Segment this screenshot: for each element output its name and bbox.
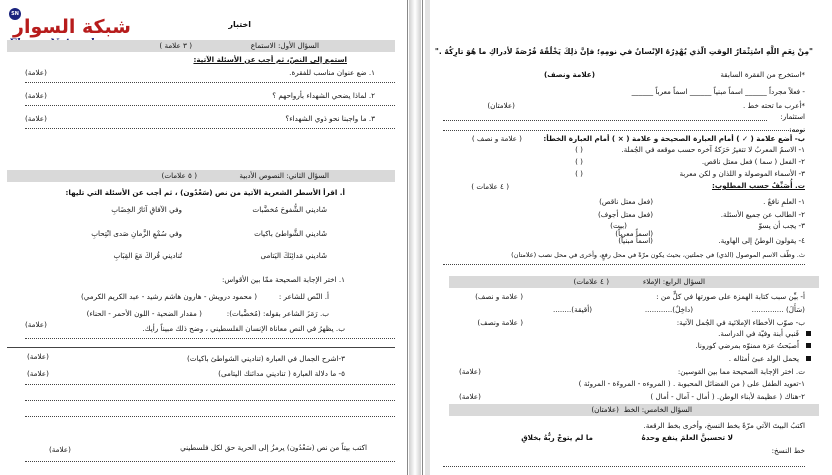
- answer-line: [25, 128, 395, 129]
- tf-blank-2[interactable]: ( ): [575, 157, 583, 166]
- q1-item-1: ١. ضع عنوان مناسب للفقرة.: [289, 68, 375, 77]
- answer-line: [25, 416, 395, 417]
- brand-badge: SN: [9, 8, 21, 20]
- verse-1-right: شَاديني الشُّفوحَ مُخضَّبات: [252, 205, 327, 214]
- choose-header: ت. اختر الإجابة الصحيحة مما بين القوسين:: [677, 367, 805, 376]
- q1-item-3: ٣. ما واجبنا نحو ذوي الشهداء؟: [285, 114, 375, 123]
- book-spine: [409, 0, 421, 475]
- correct-item-2: أَصبَحتُ عزة ممنوّه بمرضي كورونا.: [695, 341, 799, 350]
- choose-mark-2: (علامة): [459, 392, 481, 401]
- hamza-word-3: (أقيقة)........: [553, 305, 592, 314]
- classify-marks: ( ٤ علامات ): [471, 182, 509, 191]
- tf-header: ب- أضع علامة ( ✓ ) أمام العبارة الصحيحة و علامة ( × ) أمام العبارة الخطأ:: [543, 134, 805, 143]
- divider: [7, 347, 395, 348]
- noum-word: نومه:: [789, 125, 805, 134]
- q5-header: السؤال الخامس: الخط: [623, 405, 692, 414]
- answer-line: [443, 264, 805, 265]
- q2-mark-5: (علامة): [27, 369, 49, 378]
- q4-header: السؤال الرابع: الإملاء: [642, 277, 705, 286]
- answer-line: [25, 338, 395, 339]
- q1-header-bar: [7, 40, 395, 52]
- q5-verse-right: لا تحسبنَّ العلمَ ينفع وحدهُ: [641, 433, 733, 442]
- classify-answer-1: (فعل معتل ناقص): [599, 197, 653, 206]
- q5-line-label: خط النسخ:: [771, 446, 805, 455]
- classify-header: ت. أُصَنِّفُ حسب المطلوب:: [712, 181, 805, 190]
- q2-sub-instruction: ١. اختر الإجابة الصحيحة ممّا بين الأقواس:: [221, 275, 345, 284]
- q2-mark-3: (علامة): [27, 352, 49, 361]
- bullet: [806, 356, 811, 361]
- classify-item-1: ١- العلمِ نافعٌ .: [763, 197, 805, 206]
- q1-header: السؤال الأول: الاستماع: [250, 41, 319, 50]
- classify-answer-4: (اسماً مبنياً): [618, 236, 653, 245]
- extract-header: *استخرج من الفقرة السابقة: [720, 70, 805, 79]
- choice-b-options: ( مقدار الضحية - اللون الأحمر - الحناء): [86, 309, 202, 318]
- correct-item-1: فَنبي أبنة وفيّة في الدراسة.: [718, 329, 799, 338]
- q1-mark-2: (علامة): [25, 91, 47, 100]
- answer-line: [25, 400, 395, 401]
- answer-line: [25, 461, 395, 462]
- q5-verse-left: ما لم يتوجْ ربُّهُ بخلاقِ: [521, 433, 593, 442]
- answer-line: [443, 120, 767, 121]
- q4-header-bar: [449, 276, 819, 288]
- q2-marks: ( ٥ علامات): [161, 171, 197, 180]
- q5-instruction: اكتبُ البيتَ الآتي مرّةً بخط النسخ، وأخرى بخط الرقعة.: [643, 421, 805, 430]
- verse-3-right: شَاديني مَدائِنَكَ اليَتامى: [260, 251, 327, 260]
- q1-marks: ( ٣ علامة ): [159, 41, 192, 50]
- q4-marks: ( ٤ علامات): [573, 277, 609, 286]
- classify-answer-3b: (اسماً معرباً): [615, 229, 653, 238]
- correct-header: ب- صوّب الأخطاء الإملائية في الجُمل الآتية:: [676, 318, 805, 327]
- classify-item-4: ٤- يقولون الوطنُ إلى الهاوية.: [718, 236, 805, 245]
- q1-item-2: ٢. لماذا يضحي الشهداء بأرواحهم ؟: [272, 91, 375, 100]
- extract-line: - فعلاً مجرداً ______ اسماً مبنياً ______ اسماً معرباً ______: [631, 87, 805, 96]
- hamza-word-1: (سَأَلَ) ..............: [751, 305, 805, 314]
- classify-answer-2: (فعل معتل أجوف): [597, 210, 653, 219]
- q1-mark-3: (علامة): [25, 114, 47, 123]
- q2-header: السؤال الثاني: النصوص الأدبية: [239, 171, 329, 180]
- verse-1-left: وفي الآفاقِ آثارُ الخِضَابِ: [111, 205, 182, 214]
- answer-line: [25, 82, 395, 83]
- choose-mark-1: (علامة): [459, 367, 481, 376]
- verse-2-right: شَاديني الشَّواطئ باكيات: [254, 229, 327, 238]
- quote: "مِنْ نِعَمِ اللَّهِ اسْتِثْمَارُ الوقتِ الّذي يُهْدِرُهُ الإنْسانُ في نومِهِ؛ فإنَّ ذلِكَ يَخْلُقُهُ فُرْصَةً لأدراكِ ما هُوَ تارِكُهُ .": [434, 47, 813, 56]
- q2-final: اكتب بيتاً من نص (سَعْدُون) يرمزُ إلى الحرية حق لكل فلسطيني: [180, 443, 367, 452]
- tf-marks: ( علامة و نصف ): [471, 134, 522, 143]
- parse-marks: (علامتان): [487, 101, 515, 110]
- exam-title: اختبار: [228, 20, 251, 29]
- answer-line: [443, 130, 805, 131]
- classify-item-2: ٢- الطالب عن جميع الأسئلة.: [720, 210, 805, 219]
- q2-mark-final: (علامة): [49, 445, 71, 454]
- tf-item-2: ٢- الفعل ( سما ) فعل معتل ناقص.: [701, 157, 805, 166]
- bullet: [806, 343, 811, 348]
- tf-blank-1[interactable]: ( ): [575, 145, 583, 154]
- q2-instruction: أ. اقرأ الأسطر الشعرية الآتية من نص (سَعْدُون) ، ثم أجب عن الأسئلة التي تليها:: [65, 188, 345, 197]
- extract-marks: (علامة ونصف): [543, 70, 595, 79]
- correct-item-3: يحمل الولد عبئ أمثاله .: [728, 354, 799, 363]
- parse-word: استثمار:: [780, 112, 805, 121]
- page-edge: [425, 0, 430, 475]
- choose-item-2: ٢-هناك ( عظيمة لأبناء الوطن. ( أمال - آمال - أمال ): [650, 392, 805, 401]
- hamza-marks: ( علامة و نصف): [475, 292, 523, 301]
- bullet: [806, 331, 811, 336]
- verse-2-left: وفي سُمْعِ الزَّمانِ صَدى انْتِحابِ: [91, 229, 182, 238]
- q2-question-b: ب. يظهرُ في النص معاناة الإنسان الفلسطيني ، وضح ذلك مبيناً رأيك.: [142, 324, 345, 333]
- answer-line: [25, 384, 395, 385]
- hamza-word-2: (داخِلٌ)............: [644, 305, 693, 314]
- choose-item-1: ١-تعويد الطفل على ( من الفضائل المحبوبة . ( المروءه - المروءَة - المروئة ): [578, 379, 805, 388]
- hamza-header: أ- بيِّن سبب كتابة الهمزة على صورتها في كلٍّ من :: [656, 292, 805, 301]
- parse-label: *أعرب ما تحته خط .: [742, 101, 805, 110]
- answer-line: [25, 105, 395, 106]
- q2-mark-b: (علامة): [25, 320, 47, 329]
- classify-answer-3a: (بيت): [610, 221, 627, 230]
- tf-item-1: ١- الاسمُ المعربُ لا تتغيرُ حَرَكةُ آخره حسب موقعه في الجُملة.: [621, 145, 805, 154]
- right-page: [422, 0, 827, 475]
- q2-question-3: ٣-اشرح الجمال في العبارة (تناديني الشواطئ باكيات): [187, 354, 345, 363]
- left-page: [3, 0, 408, 475]
- choice-b: ب. رَمَزَ الشاعر بقوله: (مُخضَّبات):: [226, 309, 329, 318]
- answer-line: [443, 466, 805, 467]
- brand-title: شبكة السوار: [13, 16, 131, 38]
- choice-a-options: ( محمود درويش - هارون هاشم رشيد - عبد الكريم الكرمي): [80, 292, 257, 301]
- choice-a: أ. النّص للشاعر :: [278, 292, 329, 301]
- q5-marks: (علامتان): [591, 405, 619, 414]
- tf-item-3: ٣- الأسماء الموصولة و اللذان و لكن معربة: [679, 169, 805, 178]
- verse-3-left: تُناديني فُراكَ مَعَ القِبَابِ: [113, 251, 182, 260]
- tf-blank-3[interactable]: ( ): [575, 169, 583, 178]
- q2-header-bar: [7, 170, 395, 182]
- classify-item-3: ٣- يجب أن يسوّ: [758, 221, 805, 230]
- relative-note: ث. وظّف الاسم الموصول (الذي) في جملتين، بحيث يكون مرّةً في محل رفعٍ، وأخرى في محل نصب (علامتان): [511, 251, 805, 259]
- q1-mark-1: (علامة): [25, 68, 47, 77]
- correct-marks: ( علامة ونصف): [477, 318, 523, 327]
- q1-instruction: استمع إلى النصّ، ثم أجب عن الأسئلة الآتية:: [193, 55, 347, 64]
- q2-question-5: ٥- ما دلالة العبارة ( تناديني مدائنك اليتامى): [218, 369, 345, 378]
